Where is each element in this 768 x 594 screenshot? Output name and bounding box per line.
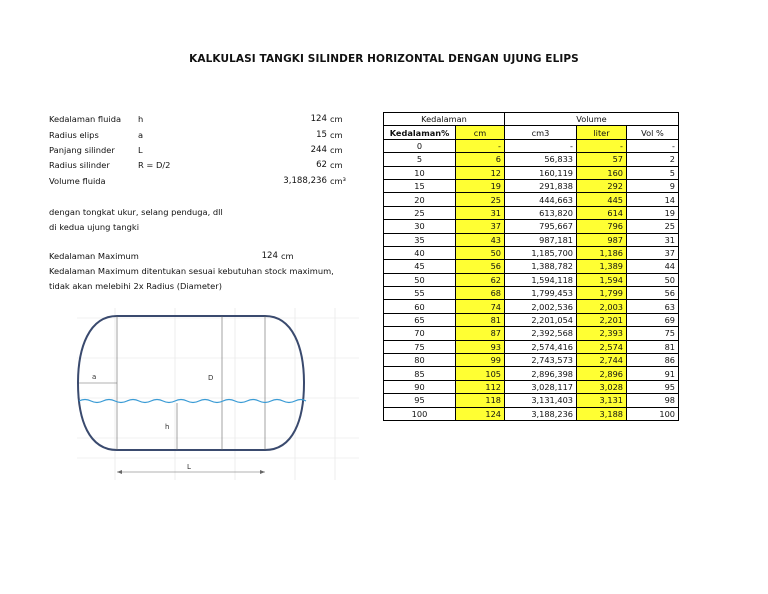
- depth-cm-cell: 99: [456, 354, 505, 367]
- table-row: [384, 340, 679, 353]
- volume-liter-cell: 1,799: [577, 287, 627, 300]
- table-row: [384, 166, 679, 179]
- volume-pct-cell: -: [627, 139, 679, 152]
- volume-cm3-cell: 3,131,403: [505, 394, 577, 407]
- volume-pct-cell: 91: [627, 367, 679, 380]
- volume-pct-cell: 100: [627, 407, 679, 420]
- volume-liter-cell: 614: [577, 206, 627, 219]
- depth-pct-cell: 15: [384, 179, 456, 192]
- depth-cm-cell: 12: [456, 166, 505, 179]
- param-value: 3,188,236: [283, 176, 327, 186]
- depth-cm-cell: 56: [456, 260, 505, 273]
- volume-liter-cell: 2,393: [577, 327, 627, 340]
- depth-pct-cell: 0: [384, 139, 456, 152]
- label-d: D: [208, 374, 214, 382]
- volume-cm3-cell: 795,667: [505, 220, 577, 233]
- volume-liter-cell: 2,003: [577, 300, 627, 313]
- depth-pct-cell: 60: [384, 300, 456, 313]
- param-symbol: R = D/2: [138, 160, 171, 170]
- table-row: [384, 394, 679, 407]
- param-value: 124: [310, 114, 327, 124]
- volume-cm3-cell: 160,119: [505, 166, 577, 179]
- table-group-header: [384, 113, 679, 126]
- volume-liter-cell: 1,186: [577, 246, 627, 259]
- volume-liter-cell: 987: [577, 233, 627, 246]
- depth-pct-cell: 5: [384, 153, 456, 166]
- cm-header: cm: [456, 126, 505, 139]
- param-symbol: h: [138, 114, 144, 124]
- volume-pct-cell: 63: [627, 300, 679, 313]
- volume-cm3-cell: 2,002,536: [505, 300, 577, 313]
- volume-cm3-cell: 56,833: [505, 153, 577, 166]
- param-label: Radius elips: [49, 130, 99, 140]
- volume-pct-cell: 31: [627, 233, 679, 246]
- volume-cm3-cell: 2,392,568: [505, 327, 577, 340]
- volume-cm3-cell: 3,028,117: [505, 380, 577, 393]
- param-value: 62: [316, 160, 327, 170]
- max-depth-label: Kedalaman Maximum: [49, 251, 139, 261]
- depth-cm-cell: 6: [456, 153, 505, 166]
- param-label: Panjang silinder: [49, 145, 115, 155]
- depth-pct-cell: 55: [384, 287, 456, 300]
- volume-liter-cell: 1,594: [577, 273, 627, 286]
- depth-pct-cell: 80: [384, 354, 456, 367]
- table-row: [384, 260, 679, 273]
- pct-header: Kedalaman%: [384, 126, 456, 139]
- diagram-background: [77, 308, 359, 480]
- table-row: [384, 313, 679, 326]
- depth-pct-cell: 65: [384, 313, 456, 326]
- depth-cm-cell: 93: [456, 340, 505, 353]
- table-column-header: [384, 126, 679, 139]
- depth-pct-cell: 85: [384, 367, 456, 380]
- liter-header: liter: [577, 126, 627, 139]
- volume-pct-cell: 25: [627, 220, 679, 233]
- table-row: [384, 233, 679, 246]
- depth-cm-cell: 25: [456, 193, 505, 206]
- volume-table: [383, 112, 679, 421]
- volume-pct-cell: 37: [627, 246, 679, 259]
- label-l: L: [187, 463, 191, 471]
- param-label: Radius silinder: [49, 160, 110, 170]
- volume-pct-cell: 56: [627, 287, 679, 300]
- param-value: 244: [310, 145, 327, 155]
- volume-pct-cell: 9: [627, 179, 679, 192]
- depth-cm-cell: 68: [456, 287, 505, 300]
- table-row: [384, 327, 679, 340]
- volume-pct-cell: 75: [627, 327, 679, 340]
- tank-diagram: [77, 308, 359, 480]
- volume-pct-cell: 50: [627, 273, 679, 286]
- note-line-2: di kedua ujung tangki: [49, 222, 140, 232]
- depth-cm-cell: 43: [456, 233, 505, 246]
- table-row: [384, 246, 679, 259]
- volume-liter-cell: 445: [577, 193, 627, 206]
- param-symbol: L: [138, 145, 143, 155]
- depth-cm-cell: 112: [456, 380, 505, 393]
- table-row: [384, 153, 679, 166]
- note-line-1: dengan tongkat ukur, selang penduga, dll: [49, 207, 223, 217]
- depth-pct-cell: 50: [384, 273, 456, 286]
- param-label: Volume fluida: [49, 176, 106, 186]
- table-body: [384, 139, 679, 420]
- table-row: [384, 287, 679, 300]
- volume-pct-cell: 86: [627, 354, 679, 367]
- label-h: h: [165, 423, 170, 431]
- table-row: [384, 139, 679, 152]
- param-unit: cm: [330, 130, 343, 140]
- max-depth-note-2: tidak akan melebihi 2x Radius (Diameter): [49, 281, 222, 291]
- volume-liter-cell: 2,201: [577, 313, 627, 326]
- volume-cm3-cell: 2,201,054: [505, 313, 577, 326]
- param-unit: cm: [330, 145, 343, 155]
- volume-liter-cell: 2,744: [577, 354, 627, 367]
- table-row: [384, 380, 679, 393]
- volume-liter-cell: 160: [577, 166, 627, 179]
- depth-pct-cell: 20: [384, 193, 456, 206]
- table-row: [384, 273, 679, 286]
- depth-pct-cell: 75: [384, 340, 456, 353]
- depth-pct-cell: 30: [384, 220, 456, 233]
- depth-cm-cell: 50: [456, 246, 505, 259]
- depth-pct-cell: 25: [384, 206, 456, 219]
- volume-cm3-cell: 613,820: [505, 206, 577, 219]
- cm3-header: cm3: [505, 126, 577, 139]
- param-unit: cm: [330, 160, 343, 170]
- table-row: [384, 220, 679, 233]
- depth-cm-cell: 74: [456, 300, 505, 313]
- param-unit: cm: [330, 114, 343, 124]
- depth-cm-cell: 37: [456, 220, 505, 233]
- volume-liter-cell: -: [577, 139, 627, 152]
- depth-cm-cell: 118: [456, 394, 505, 407]
- depth-cm-cell: 124: [456, 407, 505, 420]
- volume-liter-cell: 1,389: [577, 260, 627, 273]
- depth-cm-cell: -: [456, 139, 505, 152]
- volume-liter-cell: 3,131: [577, 394, 627, 407]
- depth-pct-cell: 100: [384, 407, 456, 420]
- depth-cm-cell: 31: [456, 206, 505, 219]
- label-a: a: [92, 373, 97, 381]
- param-unit: cm³: [330, 176, 346, 186]
- volume-liter-cell: 57: [577, 153, 627, 166]
- table-row: [384, 354, 679, 367]
- depth-pct-cell: 10: [384, 166, 456, 179]
- volume-liter-cell: 2,896: [577, 367, 627, 380]
- table-row: [384, 300, 679, 313]
- table-row: [384, 179, 679, 192]
- volume-cm3-cell: 2,574,416: [505, 340, 577, 353]
- max-depth-note-1: Kedalaman Maximum ditentukan sesuai kebutuhan stock maximum,: [49, 266, 334, 276]
- volume-cm3-cell: 291,838: [505, 179, 577, 192]
- depth-cm-cell: 87: [456, 327, 505, 340]
- volume-cm3-cell: 3,188,236: [505, 407, 577, 420]
- depth-group-header: Kedalaman: [384, 113, 505, 126]
- volume-liter-cell: 2,574: [577, 340, 627, 353]
- depth-cm-cell: 81: [456, 313, 505, 326]
- volume-cm3-cell: 1,388,782: [505, 260, 577, 273]
- volume-pct-cell: 81: [627, 340, 679, 353]
- volume-liter-cell: 3,188: [577, 407, 627, 420]
- param-label: Kedalaman fluida: [49, 114, 122, 124]
- param-value: 15: [316, 130, 327, 140]
- max-depth-value: 124: [261, 251, 278, 261]
- volume-cm3-cell: 987,181: [505, 233, 577, 246]
- depth-cm-cell: 62: [456, 273, 505, 286]
- volume-cm3-cell: 444,663: [505, 193, 577, 206]
- volume-cm3-cell: 1,594,118: [505, 273, 577, 286]
- volume-pct-cell: 19: [627, 206, 679, 219]
- volume-pct-cell: 44: [627, 260, 679, 273]
- table-row: [384, 193, 679, 206]
- depth-pct-cell: 35: [384, 233, 456, 246]
- param-symbol: a: [138, 130, 144, 140]
- depth-pct-cell: 40: [384, 246, 456, 259]
- depth-cm-cell: 105: [456, 367, 505, 380]
- volume-pct-cell: 2: [627, 153, 679, 166]
- volume-liter-cell: 796: [577, 220, 627, 233]
- depth-cm-cell: 19: [456, 179, 505, 192]
- volume-pct-cell: 95: [627, 380, 679, 393]
- depth-pct-cell: 95: [384, 394, 456, 407]
- volume-cm3-cell: 2,896,398: [505, 367, 577, 380]
- volume-pct-cell: 69: [627, 313, 679, 326]
- depth-pct-cell: 70: [384, 327, 456, 340]
- table-row: [384, 367, 679, 380]
- volume-cm3-cell: -: [505, 139, 577, 152]
- volume-pct-cell: 5: [627, 166, 679, 179]
- volume-pct-cell: 98: [627, 394, 679, 407]
- vol-pct-header: Vol %: [627, 126, 679, 139]
- volume-pct-cell: 14: [627, 193, 679, 206]
- volume-cm3-cell: 1,185,700: [505, 246, 577, 259]
- volume-cm3-cell: 2,743,573: [505, 354, 577, 367]
- depth-pct-cell: 45: [384, 260, 456, 273]
- depth-pct-cell: 90: [384, 380, 456, 393]
- volume-liter-cell: 3,028: [577, 380, 627, 393]
- volume-group-header: Volume: [505, 113, 679, 126]
- table-row: [384, 206, 679, 219]
- page-title: KALKULASI TANGKI SILINDER HORIZONTAL DENGAN UJUNG ELIPS: [189, 53, 579, 65]
- max-depth-unit: cm: [281, 251, 294, 261]
- volume-cm3-cell: 1,799,453: [505, 287, 577, 300]
- table-row: [384, 407, 679, 420]
- volume-liter-cell: 292: [577, 179, 627, 192]
